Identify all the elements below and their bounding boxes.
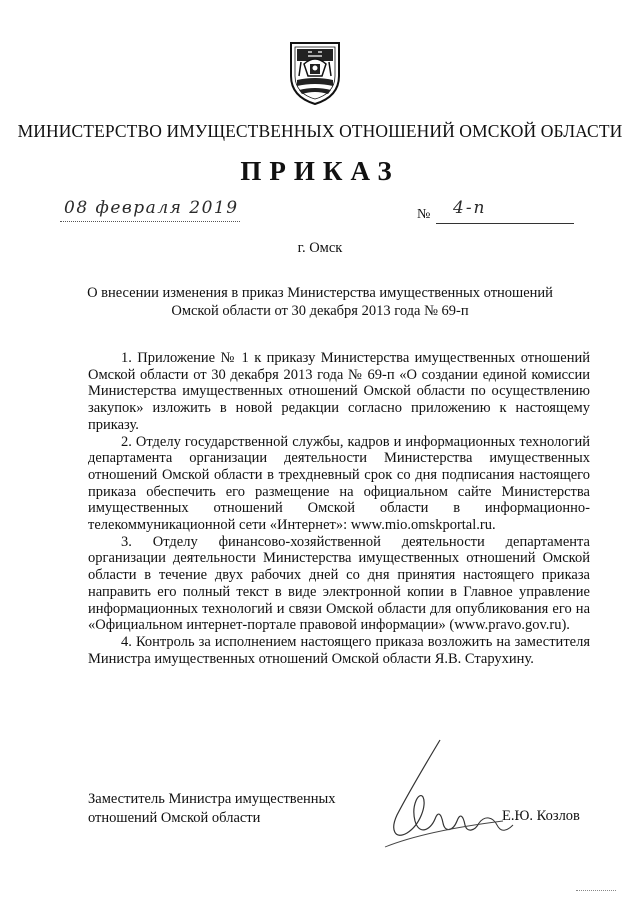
clause-2: 2. Отделу государственной службы, кадров и информационных технологий департамента организации деятельности Министерства имущественных отношений Омской области в трехдневный срок со дня подписания настоящего приказа обеспечить его размещение на официальном сайте Министерства имущественных отношений Омской области в информационно-телекоммуникационной сети «Интернет»: www.mio.omskportal.ru. — [88, 433, 590, 534]
signer-position-line-1: Заместитель Министра имущественных — [88, 791, 336, 807]
order-date-handwritten: 08 февраля 2019 — [64, 198, 239, 218]
document-type-title: ПРИКАЗ — [240, 156, 400, 186]
signer-position-line-2: отношений Омской области — [88, 810, 261, 826]
clause-3: 3. Отделу финансово-хозяйственной деятельности департамента организации деятельности Министерства имущественных отношений Омской области в течение двух рабочих дней со дня принятия настоящего приказа направить его полный текст в виде электронной копии в Главное управление информационных технологий и связи Омской области для опубликования его на «Официальном интернет-портале правовой информации» (www.pravo.gov.ru). — [88, 533, 590, 634]
clause-4: 4. Контроль за исполнением настоящего приказа возложить на заместителя Министра имущественных отношений Омской области Я.В. Старухину. — [88, 633, 590, 667]
subject-line-1: О внесении изменения в приказ Министерства имущественных отношений — [87, 285, 553, 301]
order-body — [88, 350, 590, 667]
order-number-handwritten: 4-п — [453, 198, 487, 218]
signer-name: Е.Ю. Козлов — [502, 808, 580, 824]
signer-position — [88, 790, 358, 828]
handwritten-signature — [375, 735, 515, 855]
order-number-label: № — [417, 207, 431, 222]
ministry-name: МИНИСТЕРСТВО ИМУЩЕСТВЕННЫХ ОТНОШЕНИЙ ОМСКОЙ ОБЛАСТИ — [17, 121, 623, 141]
footer-mark — [576, 890, 616, 891]
subject-line-2: Омской области от 30 декабря 2013 года № 69-п — [171, 303, 469, 319]
clause-1: 1. Приложение № 1 к приказу Министерства имущественных отношений Омской области от 30 декабря 2013 года № 69-п «О создании единой комиссии Министерства имущественных отношений Омской области по осуществлению закупок» изложить в новой редакции согласно приложению к настоящему приказу. — [88, 350, 590, 433]
omsk-coat-of-arms-icon — [288, 40, 342, 106]
city: г. Омск — [297, 240, 343, 256]
date-line — [60, 221, 240, 222]
order-subject — [70, 284, 570, 320]
number-line — [436, 223, 574, 224]
